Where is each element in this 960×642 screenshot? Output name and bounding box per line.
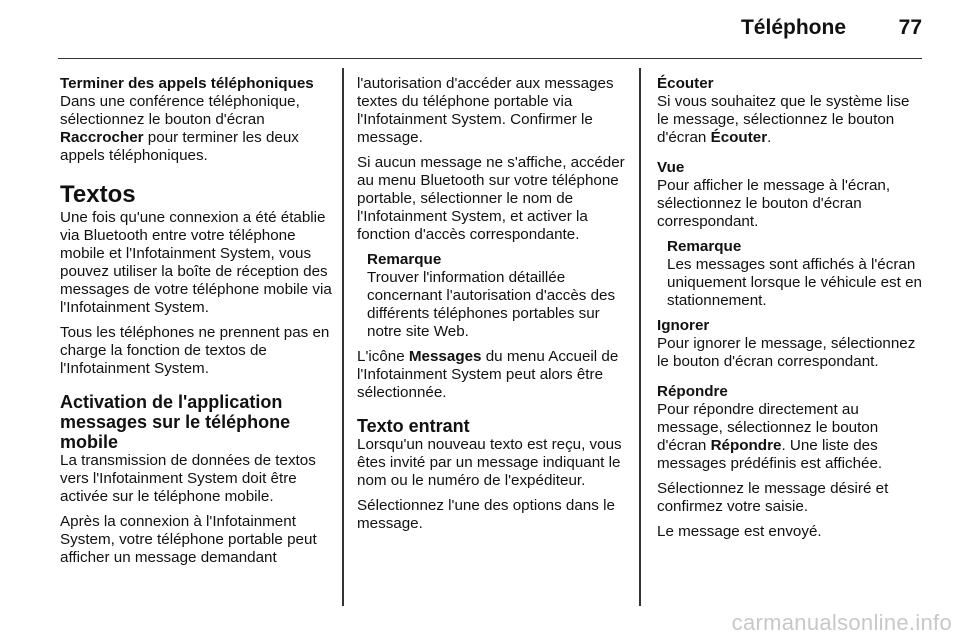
watermark: carmanualsonline.info (731, 610, 952, 635)
paragraph: Lorsqu'un nouveau texto est reçu, vous êtes invité par un message indiquant le nom ou le numéro de l'expéditeur. (357, 436, 622, 489)
text: L'icône (357, 348, 409, 365)
paragraph: Une fois qu'une connexion a été établie via Bluetooth entre votre téléphone mobile et l'Infotainment System, vous pouvez utiliser la boîte de réception des messages de votre téléphone mobile via l'Infotainment System. (60, 209, 332, 316)
column-divider (342, 68, 344, 606)
section-heading: Terminer des appels téléphoniques (60, 75, 314, 92)
bold-term: Répondre (710, 437, 782, 454)
section-heading: Ignorer (657, 317, 710, 334)
paragraph: Après la connexion à l'Infotainment System, votre téléphone portable peut afficher un message demandant (60, 513, 317, 566)
bold-term: Écouter (710, 129, 768, 146)
paragraph: Sélectionnez l'une des options dans le message. (357, 497, 615, 532)
note-title: Remarque (367, 251, 442, 268)
paragraph (657, 401, 925, 473)
text: . Une liste des messages prédéfinis est affichée. (657, 437, 883, 472)
text: du menu Accueil de l'Infotainment System peut alors être sélectionnée. (357, 348, 619, 401)
paragraph (357, 348, 625, 402)
paragraph: Pour afficher le message à l'écran, sélectionnez le bouton d'écran correspondant. (657, 177, 891, 230)
column-divider (639, 68, 641, 606)
column-left (60, 75, 336, 567)
text: Dans une conférence téléphonique, sélectionnez le bouton d'écran (60, 93, 300, 128)
page-number: 77 (898, 16, 922, 39)
bold-term: Messages (408, 348, 482, 365)
note-text: Les messages sont affichés à l'écran uniquement lorsque le véhicule est en stationnement. (667, 256, 922, 309)
note-box (367, 251, 625, 341)
text: Si vous souhaitez que le système lise le message, sélectionnez le bouton d'écran (657, 93, 910, 146)
note-box (667, 238, 925, 310)
section-end-calls (60, 75, 336, 165)
column-right (657, 75, 925, 541)
subsection-heading: Texto entrant (357, 416, 470, 436)
chapter-heading: Textos (60, 181, 136, 208)
note-text: Trouver l'information détaillée concernant l'autorisation d'accès des différents téléphones portables sur notre site Web. (367, 269, 616, 340)
text: . (767, 129, 772, 146)
section-ignore (657, 317, 925, 371)
paragraph (60, 93, 336, 165)
paragraph (657, 93, 925, 147)
section-heading: Vue (657, 159, 685, 176)
text: pour terminer les deux appels téléphoniques. (60, 129, 299, 164)
paragraph: l'autorisation d'accéder aux messages textes du téléphone portable via l'Infotainment System. Confirmer le message. (357, 75, 614, 146)
section-heading: Écouter (657, 75, 714, 92)
paragraph: Sélectionnez le message désiré et confirmez votre saisie. (657, 480, 889, 515)
paragraph: Tous les téléphones ne prennent pas en charge la fonction de textos de l'Infotainment System. (60, 324, 330, 377)
note-title: Remarque (667, 238, 742, 255)
section-heading: Répondre (657, 383, 728, 400)
column-middle (357, 75, 625, 533)
section-listen (657, 75, 925, 147)
paragraph: Pour ignorer le message, sélectionnez le bouton d'écran correspondant. (657, 335, 916, 370)
paragraph: Le message est envoyé. (657, 523, 822, 540)
paragraph: Si aucun message ne s'affiche, accéder au menu Bluetooth sur votre téléphone portable, sélectionner le nom de l'Infotainment System, et activer la fonction d'accès correspondante. (357, 154, 625, 243)
subsection-heading: Activation de l'application messages sur le téléphone mobile (60, 392, 291, 452)
section-reply (657, 383, 925, 541)
bold-term: Raccrocher (60, 129, 144, 146)
page-title: Téléphone (740, 16, 846, 39)
page-header (58, 0, 922, 59)
text: Pour répondre directement au message, sélectionnez le bouton d'écran (657, 401, 879, 454)
paragraph: La transmission de données de textos vers l'Infotainment System doit être activée sur le téléphone mobile. (60, 452, 316, 505)
section-view (657, 159, 925, 231)
